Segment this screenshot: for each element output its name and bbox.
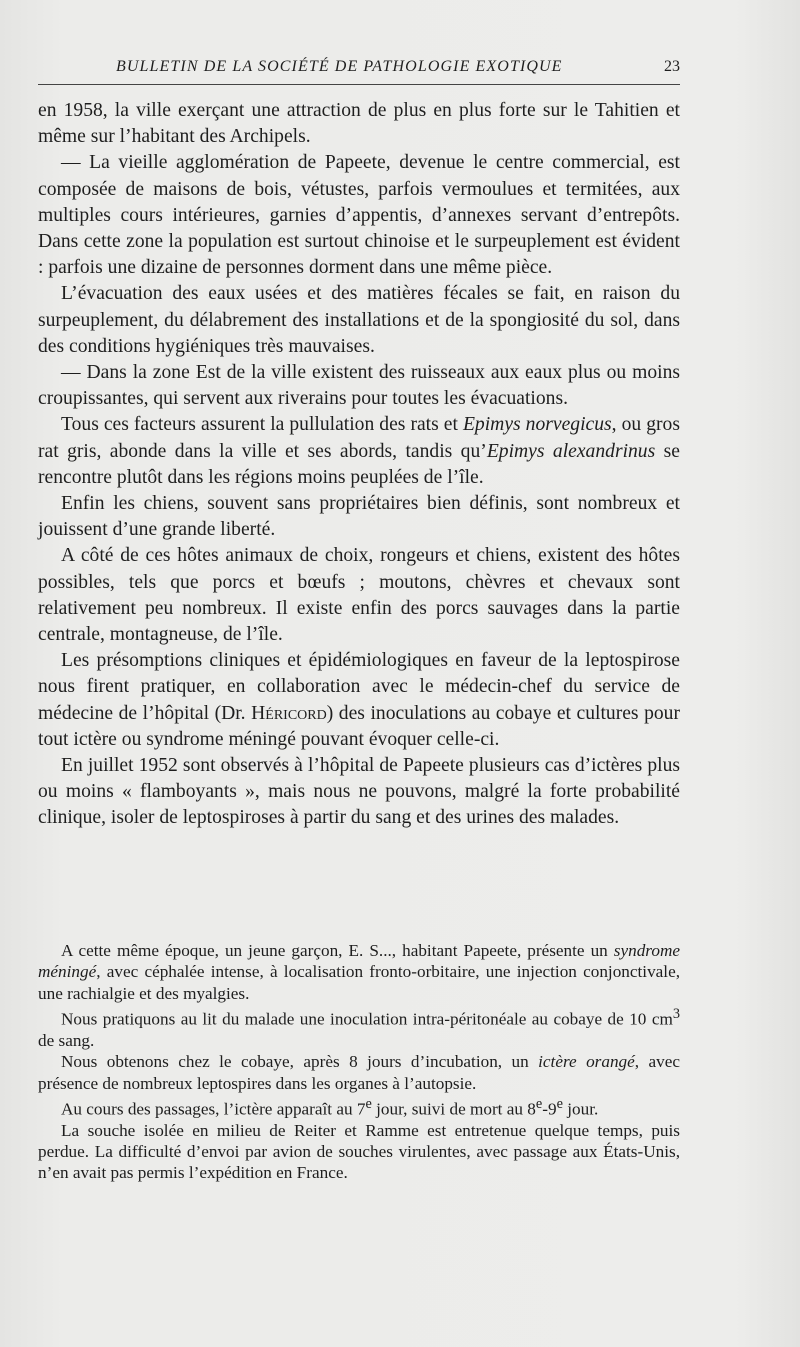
paragraph-8: [38, 648, 680, 753]
text-run: -9: [542, 1099, 557, 1119]
page-number: 23: [664, 58, 680, 75]
emphasis: syndrome méningé: [38, 941, 680, 982]
text-run: jour.: [562, 1099, 599, 1119]
case-paragraph-5: La souche isolée en milieu de Reiter et Ramme est entretenue quelque temps, puis perdue. La difficulté d’envoi par avion de souches virulentes, avec passage aux États-Unis, n’en avait pas permis l’expédition en France.: [38, 1120, 680, 1183]
text-run: A cette même époque, un jeune garçon, E. S..., habitant Papeete, présente un: [61, 941, 614, 960]
paragraph-1: en 1958, la ville exerçant une attraction de plus en plus forte sur le Tahitien et même sur l’habitant des Archipels.: [38, 100, 680, 148]
case-report: [38, 940, 680, 1184]
superscript: e: [535, 1095, 543, 1112]
text-run: Nous pratiquons au lit du malade une inoculation intra-péritonéale au cobaye de 10 cm: [61, 1009, 673, 1029]
case-paragraph-3: [38, 1051, 680, 1094]
species-name: Epimys alexandrinus: [486, 440, 656, 462]
paragraph-5: [38, 412, 680, 491]
paragraph-7: A côté de ces hôtes animaux de choix, rongeurs et chiens, existent des hôtes possibles, tels que porcs et bœufs ; moutons, chèvres et chevaux sont relativement peu nombreux. Il existe enfin des porcs sauvages dans la partie centrale, montagneuse, de l’île.: [38, 545, 680, 646]
running-title: BULLETIN DE LA SOCIÉTÉ DE PATHOLOGIE EXOTIQUE: [116, 58, 563, 75]
paragraph-2: — La vieille agglomération de Papeete, devenue le centre commercial, est composée de maisons de bois, vétustes, parfois vermoulues et termitées, aux multiples cours intérieures, garnies d’appentis, d’annexes servant d’entrepôts. Dans cette zone la population est surtout chinoise et le surpeuplement est évident : parfois une dizaine de personnes dorment dans une même pièce.: [38, 152, 680, 279]
main-text: [38, 98, 680, 832]
text-run: ) des inoculations au cobaye et cultures pour tout ictère ou syndrome méningé pouvant évoquer celle-ci.: [38, 702, 680, 750]
text-run: , ou gros rat gris, abonde dans la ville et ses abords, tandis qu’: [38, 414, 680, 462]
text-run: se rencontre plutôt dans les régions moins peuplées de l’île.: [38, 440, 680, 488]
superscript: 3: [672, 1005, 680, 1022]
paragraph-9: En juillet 1952 sont observés à l’hôpital de Papeete plusieurs cas d’ictères plus ou moins « flamboyants », mais nous ne pouvons, malgré la forte probabilité clinique, isoler de leptospiroses à partir du sang et des urines des malades.: [38, 755, 680, 829]
text-run: Au cours des passages, l’ictère apparaît au 7: [61, 1099, 366, 1119]
author-name: Héricord: [251, 702, 327, 724]
case-paragraph-2: [38, 1004, 680, 1051]
paragraph-6: Enfin les chiens, souvent sans propriétaires bien définis, sont nombreux et jouissent d’une grande liberté.: [38, 493, 680, 541]
paragraph-3: L’évacuation des eaux usées et des matières fécales se fait, en raison du surpeuplement, du délabrement des installations et de la spongiosité du sol, dans des conditions hygiéniques très mauvaises.: [38, 283, 680, 357]
running-header: [38, 58, 680, 85]
text-run: jour, suivi de mort au 8: [371, 1099, 536, 1119]
text-run: Nous obtenons chez le cobaye, après 8 jours d’incubation, un: [61, 1052, 539, 1072]
paragraph-4: — Dans la zone Est de la ville existent des ruisseaux aux eaux plus ou moins croupissantes, qui servent aux riverains pour toutes les évacuations.: [38, 362, 680, 410]
superscript: e: [556, 1095, 563, 1112]
superscript: e: [365, 1095, 372, 1112]
text-run: , avec céphalée intense, à localisation fronto-orbitaire, une injection conjonctivale, une rachialgie et des myalgies.: [38, 962, 680, 1003]
text-run: Tous ces facteurs assurent la pullulation des rats et: [61, 414, 463, 436]
text-run: Les présomptions cliniques et épidémiologiques en faveur de la leptospirose nous firent pratiquer, en collaboration avec le médecin-chef du service de médecine de l’hôpital (Dr.: [38, 650, 680, 724]
case-paragraph-1: [38, 940, 680, 1004]
text-run: , avec présence de nombreux leptospires dans les organes à l’autopsie.: [38, 1052, 680, 1093]
emphasis: ictère orangé: [538, 1052, 635, 1072]
text-run: de sang.: [38, 1030, 95, 1050]
case-paragraph-4: [38, 1094, 680, 1120]
species-name: Epimys norvegicus: [462, 414, 612, 436]
